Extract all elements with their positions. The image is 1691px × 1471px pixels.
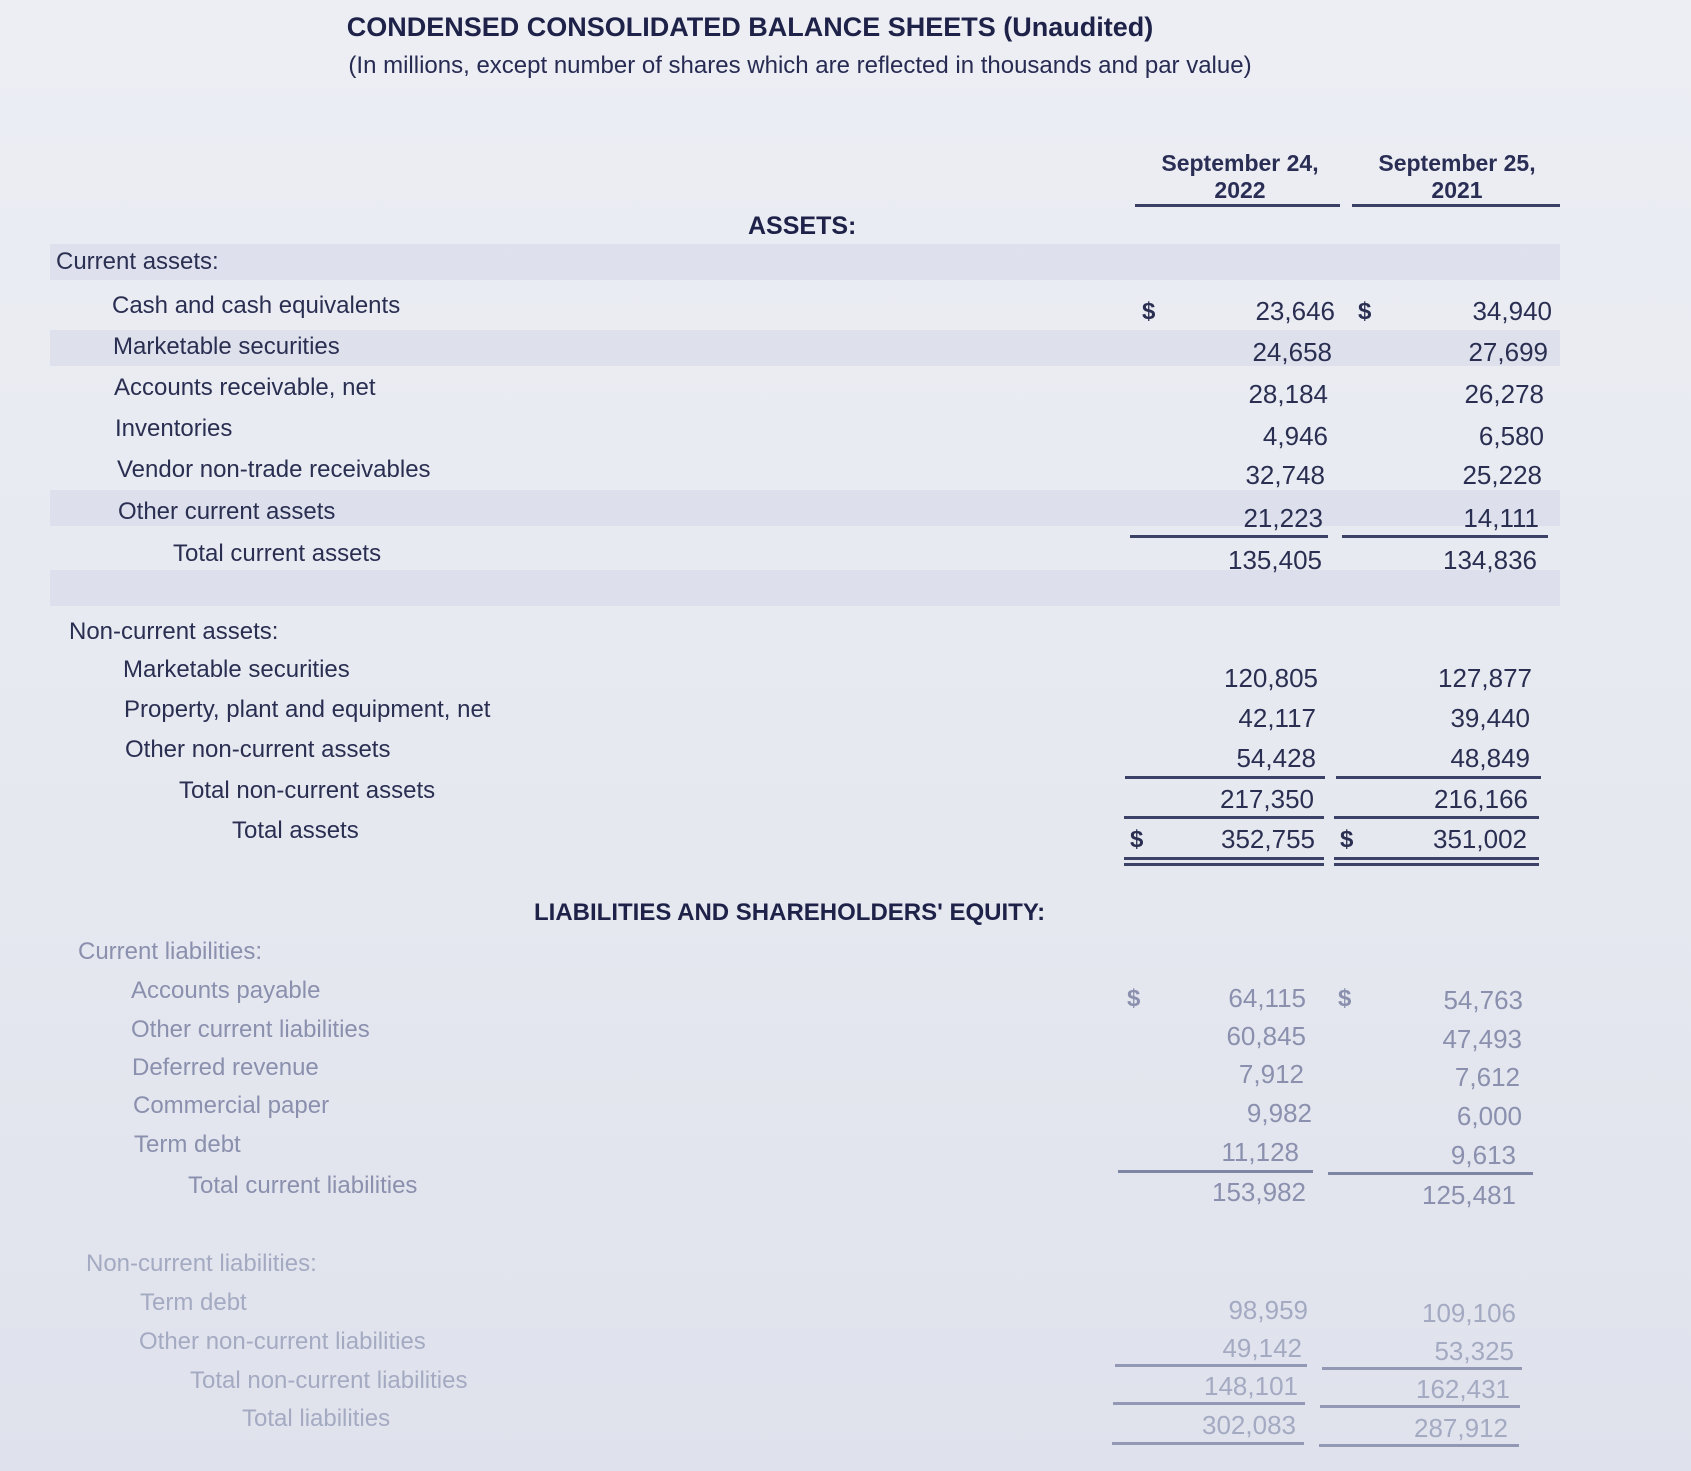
- row-label: Accounts payable: [131, 977, 321, 1004]
- double-rule: [1124, 863, 1324, 866]
- value-2022: 64,115: [1228, 983, 1306, 1013]
- value-2022: 11,128: [1221, 1137, 1299, 1167]
- row-label: Marketable securities: [113, 333, 340, 360]
- row-label: Total non-current liabilities: [190, 1367, 468, 1394]
- row-label: Accounts receivable, net: [114, 374, 376, 401]
- value-2021: 6,000: [1456, 1101, 1522, 1131]
- value-2022: 21,223: [1243, 503, 1323, 533]
- row-label: Term debt: [140, 1289, 247, 1316]
- currency-symbol: $: [1358, 298, 1372, 325]
- value-2021: 6,580: [1478, 421, 1544, 451]
- value-2021: 287,912: [1414, 1413, 1508, 1443]
- value-2022: 302,083: [1202, 1410, 1296, 1440]
- value-2021: 134,836: [1443, 545, 1537, 575]
- value-2022: 49,142: [1222, 1333, 1302, 1363]
- value-2021: 127,877: [1438, 663, 1532, 693]
- value-2021: 39,440: [1450, 703, 1530, 733]
- value-2022: 24,658: [1252, 337, 1332, 367]
- subtotal-rule: [1125, 776, 1325, 779]
- value-2021: 9,613: [1450, 1140, 1516, 1170]
- value-2021: 48,849: [1450, 743, 1530, 773]
- section-heading-current-liabilities: Current liabilities:: [78, 938, 263, 965]
- row-label: Total assets: [232, 817, 359, 844]
- row-label: Other current assets: [118, 498, 336, 525]
- value-2022: 54,428: [1236, 743, 1316, 773]
- value-2021: 34,940: [1472, 296, 1552, 326]
- value-2021: 7,612: [1454, 1062, 1520, 1092]
- value-2022: 153,982: [1212, 1177, 1306, 1207]
- subtotal-rule: [1113, 1402, 1305, 1405]
- row-band: [50, 244, 1560, 280]
- value-2022: 32,748: [1245, 460, 1325, 490]
- assets-heading: ASSETS:: [748, 212, 857, 240]
- subtotal-rule: [1342, 535, 1548, 538]
- value-2022: 42,117: [1238, 703, 1316, 733]
- value-2022: 217,350: [1220, 784, 1314, 814]
- value-2021: 351,002: [1433, 824, 1527, 854]
- currency-symbol: $: [1127, 985, 1141, 1012]
- value-2022: 60,845: [1226, 1021, 1306, 1051]
- double-rule: [1334, 863, 1539, 866]
- column-header-2021-line1: September 25,: [1378, 150, 1536, 176]
- row-label: Other current liabilities: [131, 1016, 370, 1043]
- page-subtitle: (In millions, except number of shares which are reflected in thousands and par value): [348, 52, 1252, 79]
- value-2022: 7,912: [1238, 1059, 1304, 1089]
- subtotal-rule: [1320, 1405, 1520, 1408]
- value-2021: 125,481: [1422, 1180, 1516, 1210]
- row-label: Deferred revenue: [132, 1054, 319, 1081]
- column-header-2021-line2: 2021: [1431, 177, 1483, 203]
- currency-symbol: $: [1142, 298, 1156, 325]
- value-2021: 54,763: [1443, 985, 1523, 1015]
- subtotal-rule: [1124, 816, 1324, 819]
- value-2021: 47,493: [1442, 1024, 1522, 1054]
- double-rule: [1334, 857, 1539, 860]
- section-heading-non-current-liabilities: Non-current liabilities:: [86, 1250, 317, 1277]
- subtotal-rule: [1334, 816, 1539, 819]
- row-label: Cash and cash equivalents: [112, 292, 401, 319]
- value-2022: 4,946: [1262, 421, 1328, 451]
- row-label: Total non-current assets: [179, 777, 436, 804]
- row-band: [50, 570, 1560, 606]
- value-2021: 26,278: [1464, 379, 1544, 409]
- value-2021: 25,228: [1462, 460, 1542, 490]
- subtotal-rule: [1322, 1367, 1522, 1370]
- value-2021: 109,106: [1422, 1298, 1516, 1328]
- currency-symbol: $: [1340, 826, 1354, 853]
- value-2022: 23,646: [1255, 296, 1335, 326]
- subtotal-rule: [1319, 1444, 1519, 1447]
- row-label: Total current liabilities: [188, 1172, 418, 1199]
- subtotal-rule: [1115, 1364, 1307, 1367]
- page-title: CONDENSED CONSOLIDATED BALANCE SHEETS (Unaudited): [346, 12, 1154, 42]
- value-2022: 28,184: [1248, 379, 1328, 409]
- row-label: Inventories: [115, 415, 233, 442]
- column-header-2022-line2: 2022: [1214, 177, 1266, 203]
- value-2021: 14,111: [1463, 503, 1539, 533]
- value-2022: 135,405: [1228, 545, 1322, 575]
- row-label: Total current assets: [173, 540, 382, 567]
- subtotal-rule: [1118, 1170, 1313, 1173]
- column-header-rule-2022: [1135, 204, 1340, 207]
- currency-symbol: $: [1130, 826, 1144, 853]
- column-header-rule-2021: [1352, 204, 1560, 207]
- value-2022: 98,959: [1228, 1295, 1308, 1325]
- row-label: Commercial paper: [133, 1092, 330, 1119]
- value-2022: 9,982: [1246, 1098, 1312, 1128]
- row-label: Other non-current assets: [125, 736, 391, 763]
- row-label: Property, plant and equipment, net: [124, 696, 491, 723]
- subtotal-rule: [1328, 1172, 1533, 1175]
- row-label: Total liabilities: [242, 1405, 391, 1432]
- row-label: Marketable securities: [123, 656, 350, 683]
- value-2022: 352,755: [1221, 824, 1315, 854]
- double-rule: [1124, 857, 1324, 860]
- value-2021: 27,699: [1468, 337, 1548, 367]
- subtotal-rule: [1130, 535, 1328, 538]
- section-heading-non-current-assets: Non-current assets:: [69, 618, 279, 645]
- value-2021: 216,166: [1434, 784, 1528, 814]
- value-2022: 148,101: [1204, 1371, 1298, 1401]
- section-heading-current-assets: Current assets:: [56, 248, 219, 275]
- subtotal-rule: [1336, 776, 1541, 779]
- value-2021: 53,325: [1434, 1336, 1514, 1366]
- liabilities-heading: LIABILITIES AND SHAREHOLDERS' EQUITY:: [534, 899, 1046, 926]
- row-label: Other non-current liabilities: [139, 1328, 426, 1355]
- row-label: Vendor non-trade receivables: [117, 456, 431, 483]
- value-2021: 162,431: [1416, 1374, 1510, 1404]
- column-header-2022: [1135, 150, 1345, 204]
- column-header-2021: [1352, 150, 1562, 204]
- value-2022: 120,805: [1224, 663, 1318, 693]
- currency-symbol: $: [1338, 985, 1352, 1012]
- column-header-2022-line1: September 24,: [1161, 150, 1319, 176]
- subtotal-rule: [1112, 1442, 1304, 1445]
- row-label: Term debt: [134, 1131, 241, 1158]
